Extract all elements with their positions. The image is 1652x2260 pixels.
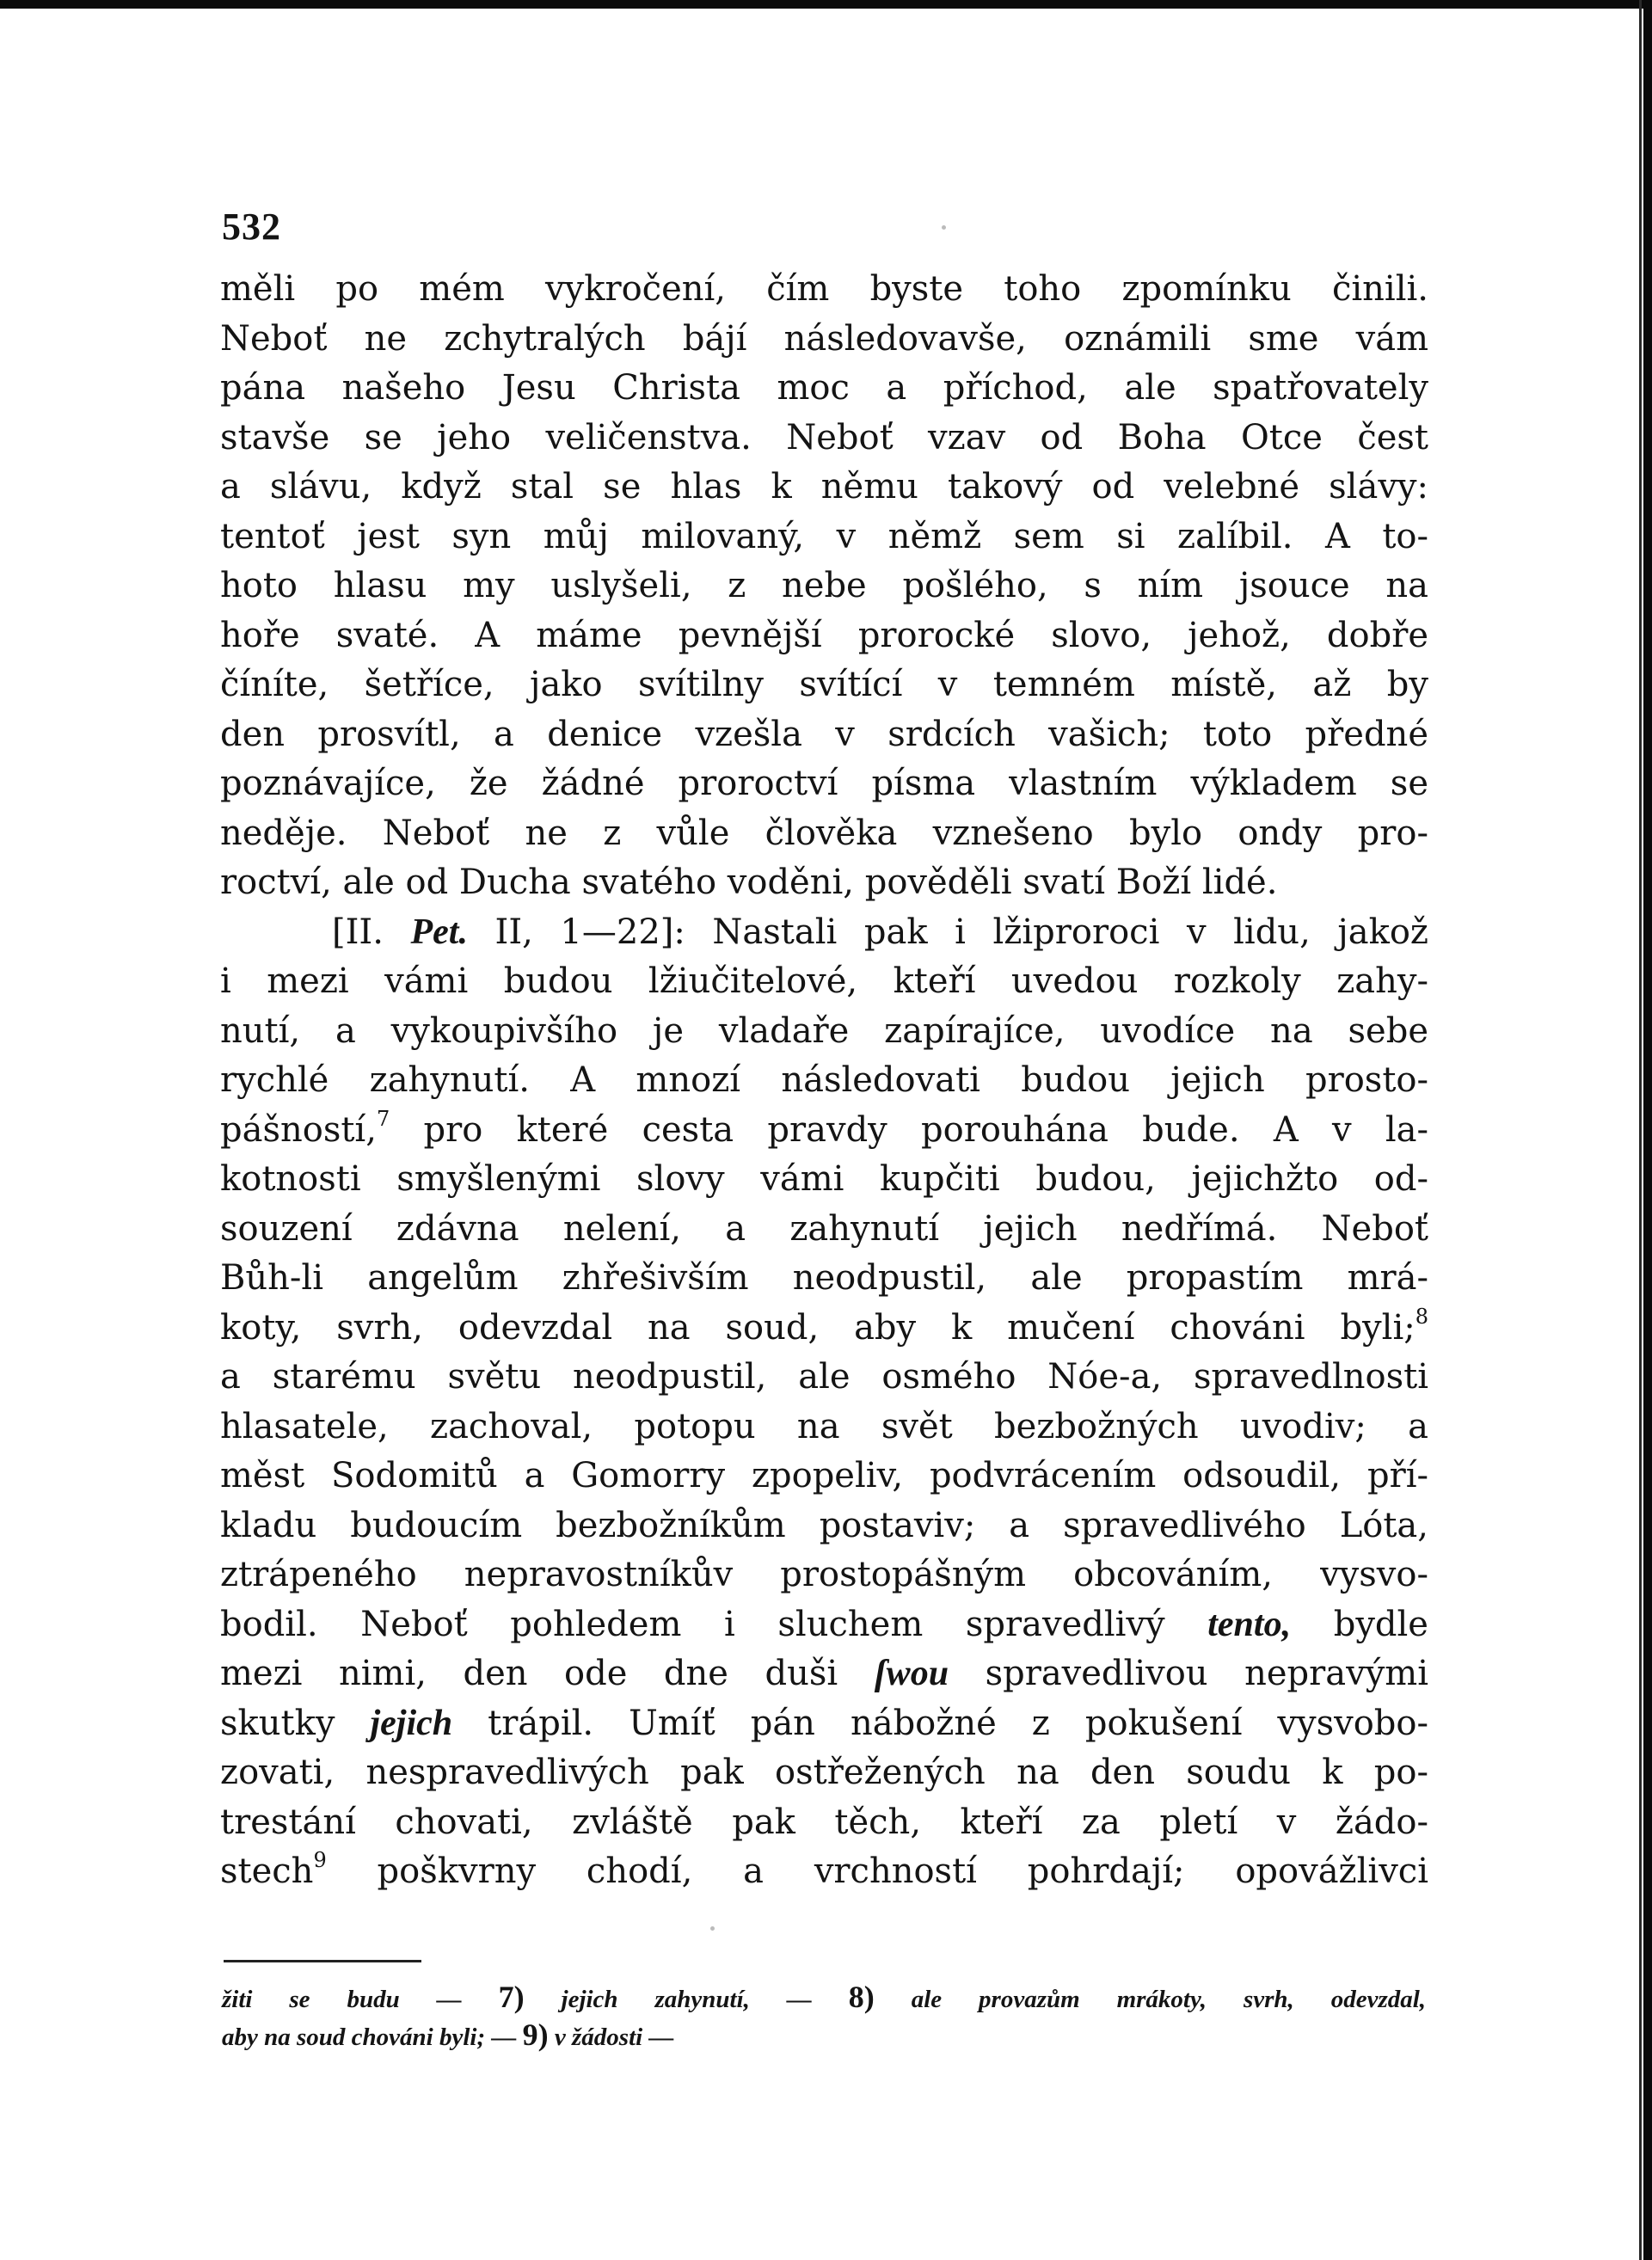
text-line [220,1699,1428,1749]
text-line: roctví, ale od Ducha svatého voděni, pověděli svatí Boží lidé. [220,863,1278,902]
text-segment: mezi nimi, den ode dne duši [220,1654,875,1693]
footnote-text: ale provazům mrákoty, svrh, odevzdal, [911,1986,1427,2013]
text-segment: spravedlivou nepravými [949,1654,1429,1693]
text-line: i mezi vámi budou lžiučitelové, kteří uvedou rozkoly zahy- [220,961,1428,1001]
text-line: souzení zdávna nelení, a zahynutí jejich nedřímá. Neboť [220,1208,1428,1249]
text-line [220,1600,1428,1650]
footnote-marker: 8 [1415,1304,1428,1329]
text-line: hoře svaté. A máme pevnější prorocké slovo, jehož, dobře [220,615,1428,655]
footnote-text: v žádosti — [554,2024,674,2051]
text-line [220,1304,1428,1354]
footnote-number: 7) [498,1980,525,2014]
text-line: trestání chovati, zvláště pak těch, kteří za pletí v žádo- [220,1802,1428,1842]
text-line: tentoť jest syn můj milovaný, v němž sem si zalíbil. A to- [220,516,1428,556]
text-line: poznávajíce, že žádné proroctví písma vlastním výkladem se [220,764,1428,803]
text-line: den prosvítl, a denice vzešla v srdcích vašich; toto předné [220,714,1428,754]
text-segment: bydle [1291,1604,1428,1644]
fraktur-word: ſwou [874,1654,949,1693]
text-line: kotnosti smyšlenými slovy vámi kupčiti budou, jejichžto od- [220,1159,1428,1199]
footnote-separator [224,1960,421,1962]
scan-border-line-right [1639,0,1642,2260]
text-line: Bůh-li angelům zhřešivším neodpustil, ale propastím mrá- [220,1258,1428,1298]
text-line: a starému světu neodpustil, ale osmého Nóe-a, spravedlnosti [220,1357,1428,1397]
text-line: nutí, a vykoupivšího je vladaře zapírajíce, uvodíce na sebe [220,1010,1428,1051]
text-segment: pro které cesta pravdy porouhána bude. A v la- [390,1109,1428,1150]
text-segment: [II. [332,912,411,952]
text-segment: skutky [220,1703,371,1743]
fraktur-word: Pet. [410,912,468,952]
text-line: stavše se jeho veličenstva. Neboť vzav od Boha Otce čest [220,417,1428,458]
scan-border-top [0,0,1652,9]
text-line: kladu budoucím bezbožníkům postaviv; a spravedlivého Lóta, [220,1505,1428,1545]
text-line [220,1106,1428,1156]
text-line: hoto hlasu my uslyšeli, z nebe pošlého, s ním jsouce na [220,566,1428,605]
text-line: ztrápeného nepravostníkův prostopášným obcováním, vysvo- [220,1555,1428,1594]
footnotes [222,1978,1426,2054]
fraktur-word: jejich [370,1703,453,1743]
text-line: Neboť ne zchytralých bájí následovavše, oznámili sme vám [220,318,1428,359]
text-segment: trápil. Umíť pán nábožné z pokušení vysvobo- [452,1703,1428,1743]
text-line-paragraph-start [220,908,1428,958]
fraktur-word: tento, [1207,1604,1292,1644]
page-number: 532 [222,206,281,248]
text-segment: koty, svrh, odevzdal na soud, aby k mučení chováni byli; [220,1307,1416,1348]
text-line [220,1649,1428,1699]
text-line: neděje. Neboť ne z vůle člověka vznešeno bylo ondy pro- [220,813,1428,853]
scan-speck [710,1926,715,1931]
text-line: rychlé zahynutí. A mnozí následovati budou jejich prosto- [220,1060,1428,1100]
text-segment: II, 1—22]: Nastali pak i lžiproroci v lidu, jakož [467,912,1428,952]
text-segment: bodil. Neboť pohledem i sluchem spravedlivý [220,1604,1208,1644]
body-text [220,265,1428,1897]
scan-border-right [1643,0,1652,2260]
footnote-text: žiti se budu — [222,1986,462,2013]
footnote-number: 9) [522,2017,549,2052]
footnote-marker: 9 [313,1848,327,1872]
footnote-line [222,1978,1426,2016]
text-line: a slávu, když stal se hlas k němu takový od velebné slávy: [220,467,1428,507]
footnote-marker: 7 [376,1106,390,1131]
text-line: měst Sodomitů a Gomorry zpopeliv, podvrácením odsoudil, pří- [220,1456,1428,1495]
footnote-line [222,2016,1426,2054]
text-line: zovati, nespravedlivých pak ostřežených na den soudu k po- [220,1753,1428,1792]
text-segment: pášností, [220,1109,377,1150]
text-line: hlasatele, zachoval, potopu na svět bezbožných uvodiv; a [220,1406,1428,1446]
text-line: měli po mém vykročení, čím byste toho zpomínku činili. [220,269,1428,309]
text-line [220,1847,1428,1897]
footnote-number: 8) [848,1980,875,2014]
text-line: číníte, šetříce, jako svítilny svítící v temném místě, až by [220,665,1428,704]
text-segment: stech [220,1852,314,1891]
footnote-text: aby na soud chováni byli; — [222,2024,517,2051]
footnote-text: jejich zahynutí, — [561,1986,812,2013]
text-line: pána našeho Jesu Christa moc a příchod, ale spatřovately [220,368,1428,408]
scan-speck [942,225,946,230]
text-segment: poškvrny chodí, a vrchností pohrdají; opovážlivci [326,1852,1428,1891]
